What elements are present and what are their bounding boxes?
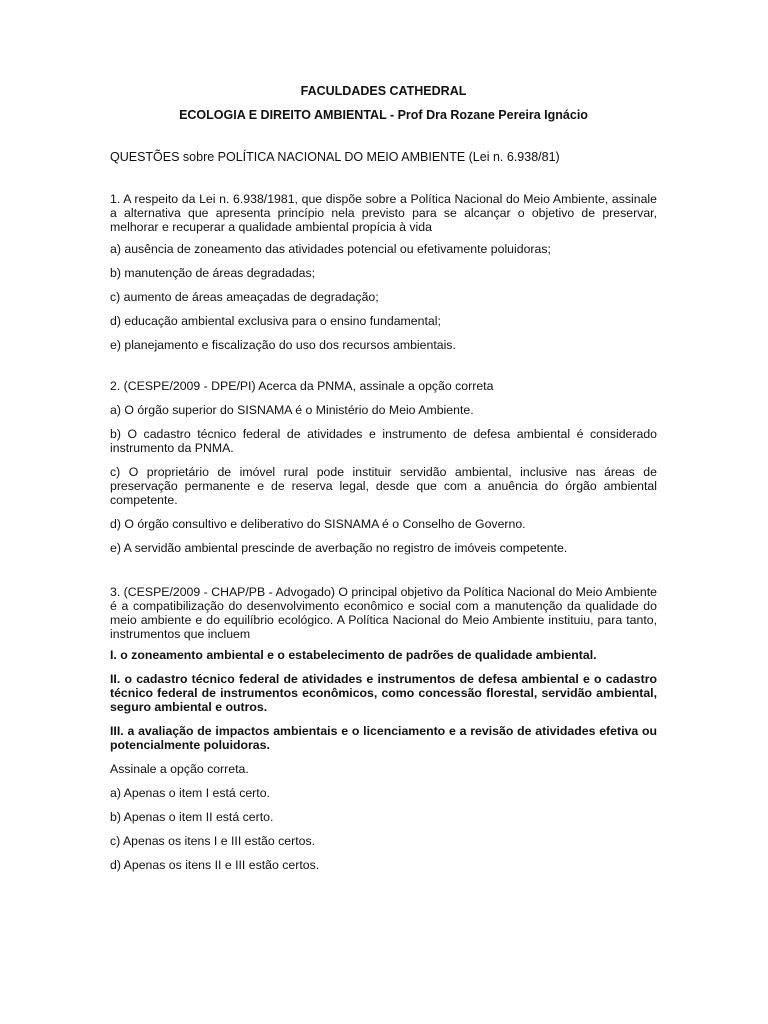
question-1-option-c: c) aumento de áreas ameaçadas de degradação; bbox=[110, 290, 379, 304]
question-3-option-b: b) Apenas o item II está certo. bbox=[110, 810, 274, 824]
question-3-statement: 3. (CESPE/2009 - CHAP/PB - Advogado) O principal objetivo da Política Nacional do Meio Ambiente é a compatibilização do desenvolvimento econômico e social com a manutenção da qualidade do meio ambiente e do equilíbrio ecológico. A Política Nacional do Meio Ambiente instituiu, para tanto, instrumentos que incluem bbox=[110, 585, 657, 641]
question-3-option-c: c) Apenas os itens I e III estão certos. bbox=[110, 834, 316, 848]
question-1-option-e: e) planejamento e fiscalização do uso dos recursos ambientais. bbox=[110, 338, 456, 352]
institution-title: FACULDADES CATHEDRAL bbox=[300, 84, 467, 98]
professor-name: Prof Dra Rozane Pereira Ignácio bbox=[397, 108, 588, 122]
question-3-item-3: III. a avaliação de impactos ambientais e o licenciamento e a revisão de atividades efetiva ou potencialmente poluidoras. bbox=[110, 724, 657, 752]
subtitle-separator: - bbox=[386, 108, 398, 122]
question-2-statement: 2. (CESPE/2009 - DPE/PI) Acerca da PNMA, assinale a opção correta bbox=[110, 379, 494, 393]
question-2-option-e: e) A servidão ambiental prescinde de averbação no registro de imóveis competente. bbox=[110, 541, 568, 555]
section-heading: QUESTÕES sobre POLÍTICA NACIONAL DO MEIO AMBIENTE (Lei n. 6.938/81) bbox=[110, 150, 560, 164]
question-1-statement: 1. A respeito da Lei n. 6.938/1981, que dispõe sobre a Política Nacional do Meio Ambiente, assinale a alternativa que apresenta princípio nela previsto para se alcançar o objetivo de preservar, melhorar e recuperar a qualidade ambiental propícia à vida bbox=[110, 192, 657, 234]
question-2-option-d: d) O órgão consultivo e deliberativo do SISNAMA é o Conselho de Governo. bbox=[110, 517, 526, 531]
course-name: ECOLOGIA E DIREITO AMBIENTAL bbox=[179, 108, 387, 122]
question-2-option-b: b) O cadastro técnico federal de atividades e instrumento de defesa ambiental é considerado instrumento da PNMA. bbox=[110, 427, 657, 455]
document-page bbox=[110, 84, 657, 872]
question-3-option-a: a) Apenas o item I está certo. bbox=[110, 786, 270, 800]
question-1-option-b: b) manutenção de áreas degradadas; bbox=[110, 266, 316, 280]
question-3-item-2: II. o cadastro técnico federal de atividades e instrumentos de defesa ambiental e o cadastro técnico federal de instrumentos econômicos, como concessão florestal, servidão ambiental, seguro ambiental e outros. bbox=[110, 672, 657, 714]
course-subtitle bbox=[110, 108, 657, 122]
question-2-option-a: a) O órgão superior do SISNAMA é o Ministério do Meio Ambiente. bbox=[110, 403, 474, 417]
question-3-item-1: I. o zoneamento ambiental e o estabelecimento de padrões de qualidade ambiental. bbox=[110, 648, 597, 662]
question-1-option-a: a) ausência de zoneamento das atividades potencial ou efetivamente poluidoras; bbox=[110, 242, 551, 256]
question-3-option-d: d) Apenas os itens II e III estão certos. bbox=[110, 858, 320, 872]
question-3-prompt: Assinale a opção correta. bbox=[110, 762, 249, 776]
question-2-option-c: c) O proprietário de imóvel rural pode instituir servidão ambiental, inclusive nas áreas de preservação permanente e de reserva legal, desde que com a anuência do órgão ambiental competente. bbox=[110, 465, 657, 507]
question-1-option-d: d) educação ambiental exclusiva para o ensino fundamental; bbox=[110, 314, 441, 328]
